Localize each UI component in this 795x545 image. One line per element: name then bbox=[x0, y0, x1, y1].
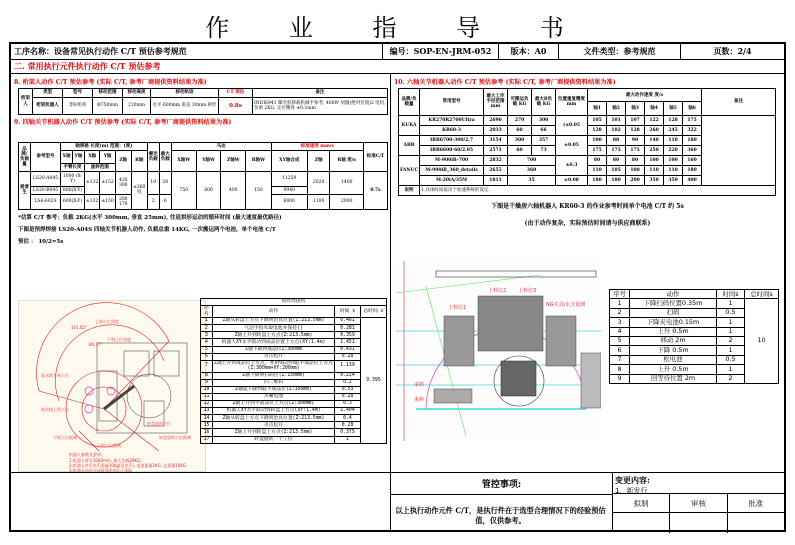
seq-total: 10 bbox=[745, 299, 779, 384]
table-row: ABB IRB6700-300/2.7 3154 300 357 ±0.05 100 88 90 140 110 180 bbox=[399, 135, 776, 145]
proc-h-time: 时间 s bbox=[335, 306, 361, 318]
scara-layout-drawing bbox=[18, 300, 206, 472]
proc-total: 9.395 bbox=[361, 318, 387, 444]
label-incoming-2: 来料 bbox=[414, 397, 425, 403]
req-title: 机器人参数及要求: bbox=[69, 452, 103, 457]
seq-h-no: 序号 bbox=[610, 290, 630, 299]
page-count: 页数：2/4 bbox=[713, 46, 752, 56]
table-row: 7 松电池 0.5 bbox=[610, 355, 779, 364]
table-row: KUKA KR270R2700Ultra 2696 270 300 (±0.05 105 101 107 122 128 175 bbox=[399, 115, 776, 125]
sec9-yrot-c: ±150 bbox=[100, 194, 115, 209]
sec9-max-ab: 20 bbox=[159, 171, 171, 194]
sec8-ct: 0.8s bbox=[219, 98, 253, 115]
sec9-max-c: 6 bbox=[159, 194, 171, 209]
seq-h-time: 时间s bbox=[717, 290, 745, 299]
section-title: 二. 常用执行元件执行动作 C/T 预估参考 bbox=[11, 60, 784, 74]
table-row: 4 上升 0.5m 1 bbox=[610, 327, 779, 336]
scara-robot-table bbox=[18, 142, 388, 210]
sec9-motor-x: 750 bbox=[171, 171, 196, 209]
left-column bbox=[11, 74, 391, 472]
six-axis-cad-image bbox=[396, 261, 601, 441]
table-row: FANUC M-900iB-700 2832 700 ±0.3 80 80 80 100 100 160 bbox=[399, 155, 776, 165]
sec8-model: 非标机构 bbox=[63, 98, 93, 115]
table-row: 6 夹爪松开 0.28 bbox=[201, 353, 387, 360]
sec9-motor-y: 600 bbox=[196, 171, 221, 209]
sec9-h-my: Y轴W bbox=[196, 151, 221, 172]
kr60-note: (由于动作复杂，实际预估时间请与供应商联系) bbox=[524, 220, 651, 227]
label-loading-angle: 上料工位角度 bbox=[95, 319, 119, 324]
sec9-xy-2: 9940 bbox=[271, 186, 307, 194]
req-3: 3.机器人动作完成时间必须小于10s bbox=[69, 468, 132, 473]
sec9-brand: 爱普生 bbox=[19, 171, 31, 209]
change-title: 变更内容: bbox=[615, 475, 650, 485]
req-1: 1.机器人臂长1000mm, 最大负载20KG; bbox=[69, 458, 142, 463]
sec9-arm-3: 600(X-Y) bbox=[61, 194, 85, 209]
table-row: 17 转盘旋转一个工位 1 bbox=[201, 436, 387, 443]
sec9-h-z: Z轴 bbox=[115, 151, 131, 172]
sec9-h-x2: X轴 bbox=[85, 151, 100, 163]
kr60-caption: 下图是干燥房六轴机器人 KR60-3 的作业参考时间单个电池 C/T 约 5s bbox=[491, 203, 684, 210]
six-axis-layout-drawing bbox=[396, 261, 601, 441]
label-line-unload: 流水线下料工位 bbox=[41, 373, 69, 378]
sec9-xy-3: 6800 bbox=[271, 194, 307, 209]
sec10-h-speed: 最大动作速度 度/s bbox=[588, 89, 702, 102]
process-time-table bbox=[200, 298, 387, 444]
process-name: 工序名称：设备常见执行动作 C/T 预估参考规范 bbox=[11, 44, 383, 59]
seq-h-action: 动作 bbox=[630, 290, 717, 299]
sec10-h-maxload: 最大R负载 KG bbox=[532, 89, 556, 116]
req-2: 2.机器人夹爪夹爪重量10kg(双夹爪), 电池重量2KG, 总重量14KG bbox=[69, 463, 187, 468]
sec9-h-model: 参考型号 bbox=[31, 143, 61, 172]
proc-title: 预焊焊接机 bbox=[201, 299, 387, 306]
sec9-h-r: R轴 bbox=[131, 151, 147, 172]
table-row: 7 Z轴上升到成品位上方点，并XY联动到取半成品位上方点(Z:300mm+XY:200mm) 1.139 bbox=[201, 360, 387, 372]
sec8-h3: 移动范围 bbox=[93, 89, 123, 98]
change-item: 1、新发行 bbox=[615, 487, 648, 495]
sec9-zspd-c: 1100 bbox=[307, 194, 330, 209]
sec9-xrot-c: ±132 bbox=[85, 194, 100, 209]
doc-type: 文件类型：参考规范 bbox=[559, 44, 681, 59]
table-row: 11 夹紧电池 0.28 bbox=[201, 394, 387, 401]
blank-area bbox=[11, 472, 391, 532]
sec9-h-max: 最大负载 bbox=[159, 143, 171, 172]
axis-2: 轴2 bbox=[607, 102, 626, 115]
sec9-rated-c: 2 bbox=[147, 194, 159, 209]
doc-version: 版本：A0 bbox=[499, 44, 559, 59]
label-unload-distance: 下料工位距离 bbox=[53, 435, 77, 440]
sec9-h-y2: Y轴 bbox=[100, 151, 115, 163]
table-row: 16 Z轴上升到转盘上方点(Z:213.5mm) 0.375 bbox=[201, 429, 387, 436]
sec9-model-3: LS6-602S bbox=[31, 194, 61, 209]
right-column bbox=[391, 74, 784, 472]
sec8-path: 水平 600mm 垂直 30mm 拱形 bbox=[151, 98, 219, 115]
sec9-title: 9. 四轴关节机器人动作 C/T 预估参考 (实际 C/T, 参考厂商提供资料结果为准) bbox=[14, 119, 232, 126]
sec9-h-ct: 标准C/T bbox=[364, 143, 388, 172]
table-row: 9 回等待位置 2m 2 bbox=[610, 374, 779, 383]
axis-1: 轴1 bbox=[588, 102, 607, 115]
label-load-distance: 上料工位距离 bbox=[97, 443, 121, 448]
table-row: 13 机器人XY水平联动到转盘上方点(XY:1.4m) 1.404 bbox=[201, 408, 387, 415]
label-load-1: 上料位1 bbox=[448, 305, 467, 311]
sec9-h-rot: 旋转范围 bbox=[85, 163, 116, 171]
label-turntable-station: 转盘放料工位 bbox=[147, 421, 171, 426]
table-row: 12 Z轴上升到半成品位上方点(Z:300mm) 0.3 bbox=[201, 401, 387, 408]
brand-fanuc: FANUC bbox=[399, 155, 420, 185]
proc-h-action: 动作 bbox=[213, 306, 335, 318]
sec9-ct: 0.7s bbox=[364, 171, 388, 209]
sec9-model-1: LS20-A045 bbox=[31, 171, 61, 186]
sec9-h-rs: R轴 度/s bbox=[330, 151, 364, 172]
header-row bbox=[11, 44, 784, 60]
sec10-h-brand: 品牌/负载量 bbox=[399, 89, 420, 116]
change-record bbox=[613, 472, 784, 532]
sec9-h-rated: 额定负载 bbox=[147, 143, 159, 172]
label-load-2: 上料位2 bbox=[488, 288, 507, 294]
sec9-motor-r: 150 bbox=[246, 171, 271, 209]
document-title: 作 业 指 导 书 bbox=[205, 14, 590, 42]
label-unloading-angle: 下料工位角度 bbox=[107, 337, 131, 342]
label-turntable-distance: 转盘放料工位距离 bbox=[159, 435, 191, 440]
table-row: IRB6600-60/2.05 2571 60 73 175 175 175 250 220 360 bbox=[399, 145, 776, 155]
seq-h-total: 总时间s bbox=[745, 290, 779, 299]
sec9-yrot-ab: ±152 bbox=[100, 171, 115, 194]
table-row: 1 下降扫码位置0.35m 1 10 bbox=[610, 299, 779, 308]
estimate-value: 预估 ： 10/2=5s bbox=[18, 239, 64, 245]
sec8-title: 8. 桁架人动作 C/T 预估参考 (实际 C/T, 参考厂商提供资料结果为准) bbox=[14, 79, 207, 86]
sec9-h-arm: 手臂长度 bbox=[61, 163, 85, 171]
brand-kuka: KUKA bbox=[399, 115, 420, 135]
sec8-h5: 移动轨迹 bbox=[151, 89, 219, 98]
sec8-remark: INDI6941 曝光机移载机械手参考, 400W 伺服(绝对位置)2 电机, 负重 2KG, 定位精度 ±0.1mm bbox=[253, 98, 388, 115]
axis-3: 轴3 bbox=[626, 102, 645, 115]
label-load-3: 上料位3 bbox=[518, 288, 537, 294]
table-row: 3 Z轴上升到转盘上方点(Z:213.5mm) 0.359 bbox=[201, 332, 387, 339]
signoff-draft: 拟制 bbox=[613, 494, 669, 513]
table-row: 15 夹爪松开 0.28 bbox=[201, 422, 387, 429]
sec9-rated-ab: 10 bbox=[147, 171, 159, 194]
table-row: 1 Z轴从转盘上方点下降到治具位置(Z:213.5mm) 0.461 9.395 bbox=[201, 318, 387, 325]
kr60-sequence-table bbox=[609, 289, 779, 384]
six-axis-robot-table bbox=[398, 88, 776, 196]
sec8-h4: 移动高度 bbox=[123, 89, 151, 98]
proc-h-no: 序号 bbox=[201, 306, 213, 318]
angle-1: 101.62° bbox=[71, 325, 87, 330]
table-row: 9 扫二维码 0.2 bbox=[201, 379, 387, 386]
sec8-h1: 类型 bbox=[33, 89, 63, 98]
doc-number: 编号：SOP-EN-JRM-052 bbox=[383, 44, 499, 59]
table-row: 5 Z轴下降到成品位Z:300mm 0.431 bbox=[201, 346, 387, 353]
sec9-arm-1: 1000 (X-Y) bbox=[61, 171, 85, 186]
table-row: 6 下降 0.5m 1 bbox=[610, 346, 779, 355]
sec9-h-mz: Z轴W bbox=[221, 151, 246, 172]
sec8-h2: 型号 bbox=[63, 89, 93, 98]
gantry-robot-table bbox=[18, 88, 388, 115]
control-items bbox=[391, 472, 613, 532]
remark-label: 说明 bbox=[399, 185, 420, 195]
label-line-load: 流水线上料工位 bbox=[41, 407, 69, 412]
angle-2: 80.37° bbox=[89, 342, 103, 347]
brand-abb: ABB bbox=[399, 135, 420, 155]
sec8-h7: 备注 bbox=[253, 89, 388, 98]
drawing-description: 下图是预焊焊接 LS20-A04S 四轴关节机器人动作, 负载总重 14KG, 一次搬运两个电池，单个电池 C/T bbox=[18, 227, 276, 233]
sec10-h-repeat: 位置重复精度 mm bbox=[556, 89, 588, 116]
table-row: 10 Z轴夏下降到取半成品位(Z:150mm) 0.53 bbox=[201, 386, 387, 393]
sec10-title: 10. 六轴关节机器人动作 C/T 预估参考 (实际 C/T, 参考厂商提供资料结果为准) bbox=[394, 79, 616, 86]
sec9-h-x: X轴 bbox=[61, 151, 73, 163]
control-text: 以上执行动作元件 C/T，是执行件在于选型合理情况下的经验预估值，仅供参考。 bbox=[395, 506, 606, 525]
sec9-z-c: 200 170 bbox=[115, 194, 131, 209]
table-row: 5 移动 2m 2 bbox=[610, 336, 779, 345]
sec10-h-model: 常用型号 bbox=[420, 89, 484, 116]
sec9-h-range: 轴规格 长度(m) 范围：(度) bbox=[61, 143, 148, 151]
signoff-grid bbox=[613, 494, 784, 533]
table-row: M-900iB_360_details 2655 360 110 105 100 110 110 180 bbox=[399, 165, 776, 175]
axis-6: 轴6 bbox=[683, 102, 702, 115]
sec10-h-remark: 备注 bbox=[702, 89, 776, 116]
sec9-h-motor: 马达 bbox=[171, 143, 271, 151]
sec10-h-reach: 最大工作半径范围 mm bbox=[484, 89, 508, 116]
sec9-rspd-c: 2000 bbox=[330, 194, 364, 209]
sec8-type: 桁架机器人 bbox=[33, 98, 63, 115]
table-row: KR60-3 2033 60 66 128 102 128 260 245 322 bbox=[399, 125, 776, 135]
table-row: 8 上升 0.5m 1 bbox=[610, 365, 779, 374]
label-incoming-1: 来料 bbox=[414, 382, 425, 388]
sec9-model-2: LS20-B045 bbox=[31, 186, 61, 194]
sec9-h-mr: R轴W bbox=[246, 151, 271, 172]
sec9-h-xy: XY轴合成 bbox=[271, 151, 307, 172]
remark-text: 1.具体时间取决于加速系统的设定. bbox=[420, 185, 776, 195]
signoff-review: 审核 bbox=[670, 494, 726, 513]
estimate-note: *估算 C/T 参考：负载 2KG(水平 300mm, 垂直 25mm), 往返拱形运动的循环时间 (最大速度最优路径) bbox=[18, 215, 282, 221]
table-row: 8 Z轴下降到扫码位(Z:150mm) 0.224 bbox=[201, 372, 387, 379]
scara-cad-image bbox=[19, 301, 207, 473]
document-frame bbox=[9, 42, 786, 532]
control-title: 管控事项: bbox=[391, 473, 612, 495]
sec9-z-ab: 420 300 bbox=[115, 171, 131, 194]
sec8-h0: 桁架人 bbox=[19, 89, 33, 115]
sec9-rspd-ab: 1400 bbox=[330, 171, 364, 194]
axis-5: 轴5 bbox=[664, 102, 683, 115]
table-row: 3 下降夹电池0.15m 1 bbox=[610, 318, 779, 327]
sec9-h-speed: 标准速度 mm/s bbox=[271, 143, 363, 151]
table-row: 14 Z轴从转盘上方点下降到治具位置(Z:213.5mm) 0.4 bbox=[201, 415, 387, 422]
sec9-xrot: ±132 bbox=[85, 171, 100, 194]
axis-4: 轴4 bbox=[645, 102, 664, 115]
sec9-h-mx: X轴W bbox=[171, 151, 196, 172]
sec10-h-payload: 可搬运负载 KG bbox=[508, 89, 532, 116]
signoff-approve: 批准 bbox=[728, 494, 784, 513]
sec9-motor-z: 400 bbox=[221, 171, 246, 209]
table-row: M-20iA/35M 1811 35 ±0.08 180 180 200 350 350 400 bbox=[399, 175, 776, 185]
table-row: 2 气动手指夹取电池并保持() 0.281 bbox=[201, 325, 387, 332]
label-ng: NG夹具/水含量测 bbox=[546, 302, 586, 308]
proc-h-total: 总时间 s bbox=[361, 306, 387, 318]
sec9-h-y: Y轴 bbox=[73, 151, 85, 163]
sec9-xy-1: 11250 bbox=[271, 171, 307, 186]
sec8-range: Φ750mm bbox=[93, 98, 123, 115]
sec9-zspd-ab: 2020 bbox=[307, 171, 330, 194]
sec9-rrot: ±360度 bbox=[131, 171, 147, 209]
sec9-h-brand: 品牌/负载量 bbox=[19, 143, 31, 172]
sec9-arm-2: 800(X-Y) bbox=[61, 186, 85, 194]
sec8-h6: CT 预估 bbox=[219, 89, 253, 98]
sec8-height: 210mm bbox=[123, 98, 151, 115]
sec9-h-zs: Z轴 bbox=[307, 151, 330, 172]
table-row: 4 机器人XY水平联动到成品位置上方点(XY:1.4m) 1.451 bbox=[201, 339, 387, 346]
table-row: 2 扫码 0.5 bbox=[610, 308, 779, 317]
